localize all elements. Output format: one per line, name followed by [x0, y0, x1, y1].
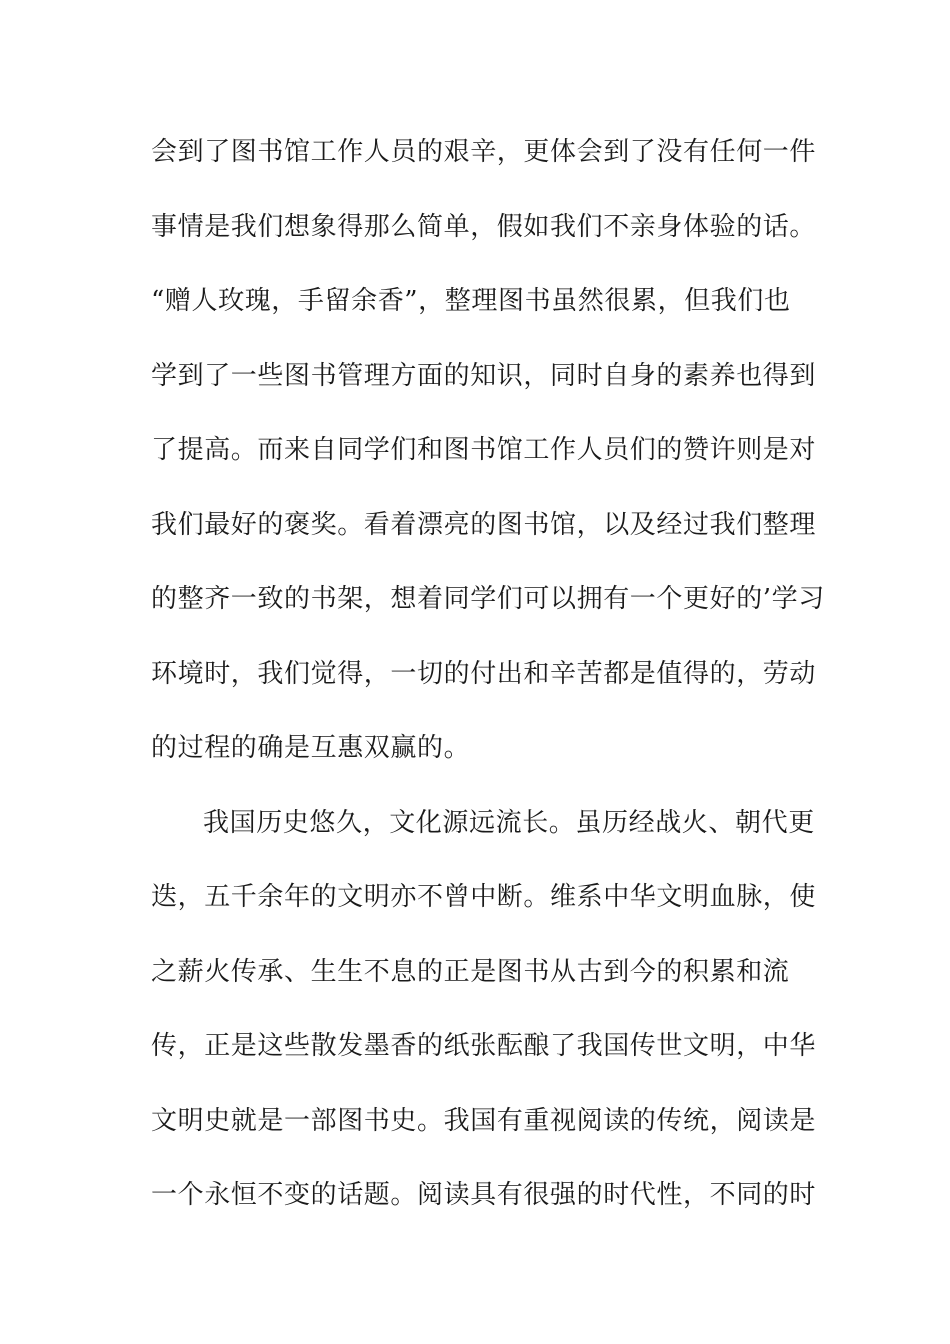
- text-line: 了提高。而来自同学们和图书馆工作人员们的赞许则是对: [151, 435, 817, 465]
- text-line: 传，正是这些散发墨香的纸张酝酿了我国传世文明，中华: [151, 1031, 817, 1061]
- text-line: 的整齐一致的书架，想着同学们可以拥有一个更好的’学习: [151, 584, 825, 614]
- text-line: 会到了图书馆工作人员的艰辛，更体会到了没有任何一件: [151, 137, 817, 167]
- text-line: 文明史就是一部图书史。我国有重视阅读的传统，阅读是: [151, 1105, 817, 1136]
- text-line: 之薪火传承、生生不息的正是图书从古到今的积累和流: [151, 956, 790, 987]
- text-line: 迭，五千余年的文明亦不曾中断。维系中华文明血脉，使: [151, 882, 817, 912]
- text-line: 我们最好的褒奖。看着漂亮的图书馆，以及经过我们整理: [151, 509, 817, 540]
- text-line: 的过程的确是互惠双赢的。: [151, 733, 471, 763]
- text-line: 一个永恒不变的话题。阅读具有很强的时代性，不同的时: [151, 1180, 817, 1210]
- body-text: [151, 130, 825, 1248]
- text-line: 环境时，我们觉得，一切的付出和辛苦都是值得的，劳动: [151, 658, 817, 689]
- text-line: 事情是我们想象得那么简单，假如我们不亲身体验的话。: [151, 211, 817, 242]
- text-line: 学到了一些图书管理方面的知识，同时自身的素养也得到: [151, 360, 817, 391]
- paragraph-first-line: 我国历史悠久，文化源远流长。虽历经战火、朝代更: [203, 807, 815, 838]
- text-line: “赠人玫瑰，手留余香”，整理图书虽然很累，但我们也: [151, 286, 791, 316]
